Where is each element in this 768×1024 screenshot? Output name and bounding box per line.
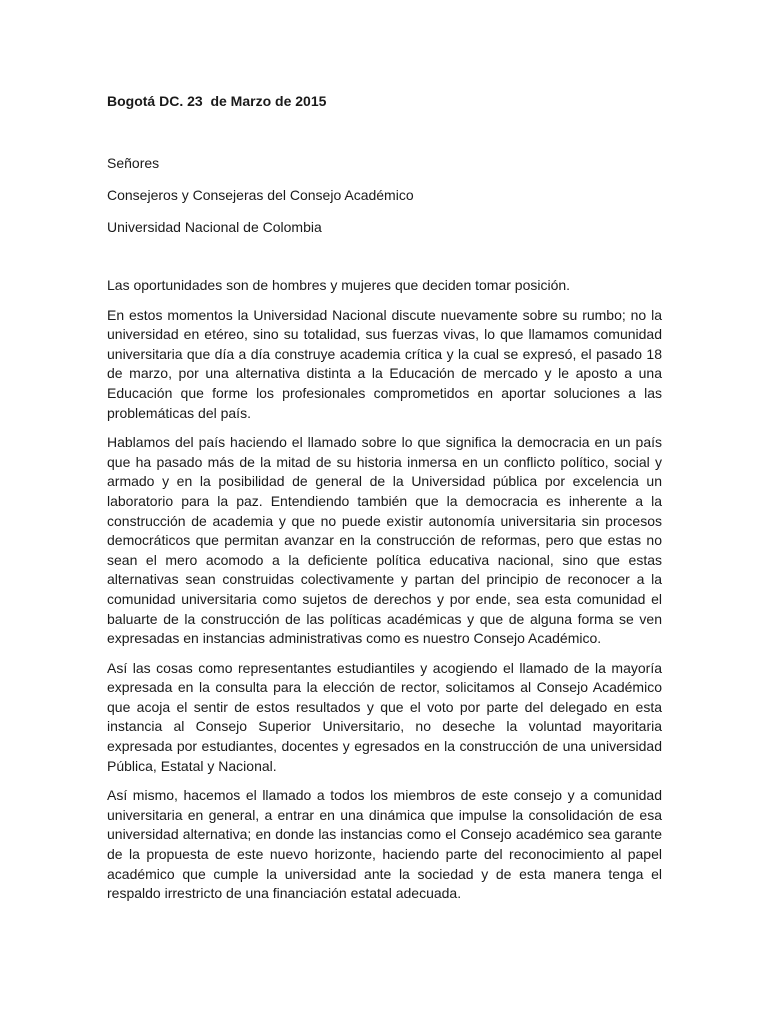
letter-addressee: [107, 154, 662, 236]
letter-paragraph: Así las cosas como representantes estudiantiles y acogiendo el llamado de la mayoría expresada en la consulta para la elección de rector, solicitamos al Consejo Académico que acoja el sentir de estos resultados y que el voto por parte del delegado en esta instancia al Consejo Superior Universitario, no deseche la voluntad mayoritaria expresada por estudiantes, docentes y egresados en la construcción de una universidad Pública, Estatal y Nacional.: [107, 659, 662, 774]
letter-paragraph: En estos momentos la Universidad Nacional discute nuevamente sobre su rumbo; no la universidad en etéreo, sino su totalidad, sus fuerzas vivas, lo que llamamos comunidad universitaria que día a día construye academia crítica y la cual se expresó, el pasado 18 de marzo, por una alternativa distinta a la Educación de mercado y le aposto a una Educación que forme los profesionales comprometidos en aportar soluciones a las problemáticas del país.: [107, 306, 662, 421]
letter-paragraph: Así mismo, hacemos el llamado a todos los miembros de este consejo y a comunidad universitaria en general, a entrar en una dinámica que impulse la consolidación de esa universidad alternativa; en donde las instancias como el Consejo académico sea garante de la propuesta de este nuevo horizonte, haciendo parte del reconocimiento al papel académico que cumple la universidad ante la sociedad y de esta manera tenga el respaldo irrestricto de una financiación estatal adecuada.: [107, 787, 662, 902]
letter-date: Bogotá DC. 23 de Marzo de 2015: [107, 93, 327, 109]
letter-page: [107, 92, 662, 914]
letter-paragraph: Hablamos del país haciendo el llamado sobre lo que significa la democracia en un país que ha pasado más de la mitad de su historia inmersa en un conflicto político, social y armado y en la posibilidad de general de la Universidad pública por excelencia un laboratorio para la paz. Entendiendo también que la democracia es inherente a la construcción de academia y que no puede existir autonomía universitaria sin procesos democráticos que permitan avanzar en la construcción de reformas, pero que estas no sean el mero acomodo a la deficiente política educativa nacional, sino que estas alternativas sean construidas colectivamente y partan del principio de reconocer a la comunidad universitaria como sujetos de derechos y por ende, sea esta comunidad el baluarte de la construcción de las políticas académicas y que de alguna forma se ven expresadas en instancias administrativas como es nuestro Consejo Académico.: [107, 434, 662, 647]
addressee-salutation: Señores: [107, 155, 160, 171]
letter-opening-line: Las oportunidades son de hombres y mujeres que deciden tomar posición.: [107, 277, 571, 293]
addressee-university: Universidad Nacional de Colombia: [107, 219, 322, 235]
addressee-council: Consejeros y Consejeras del Consejo Académico: [107, 187, 414, 203]
